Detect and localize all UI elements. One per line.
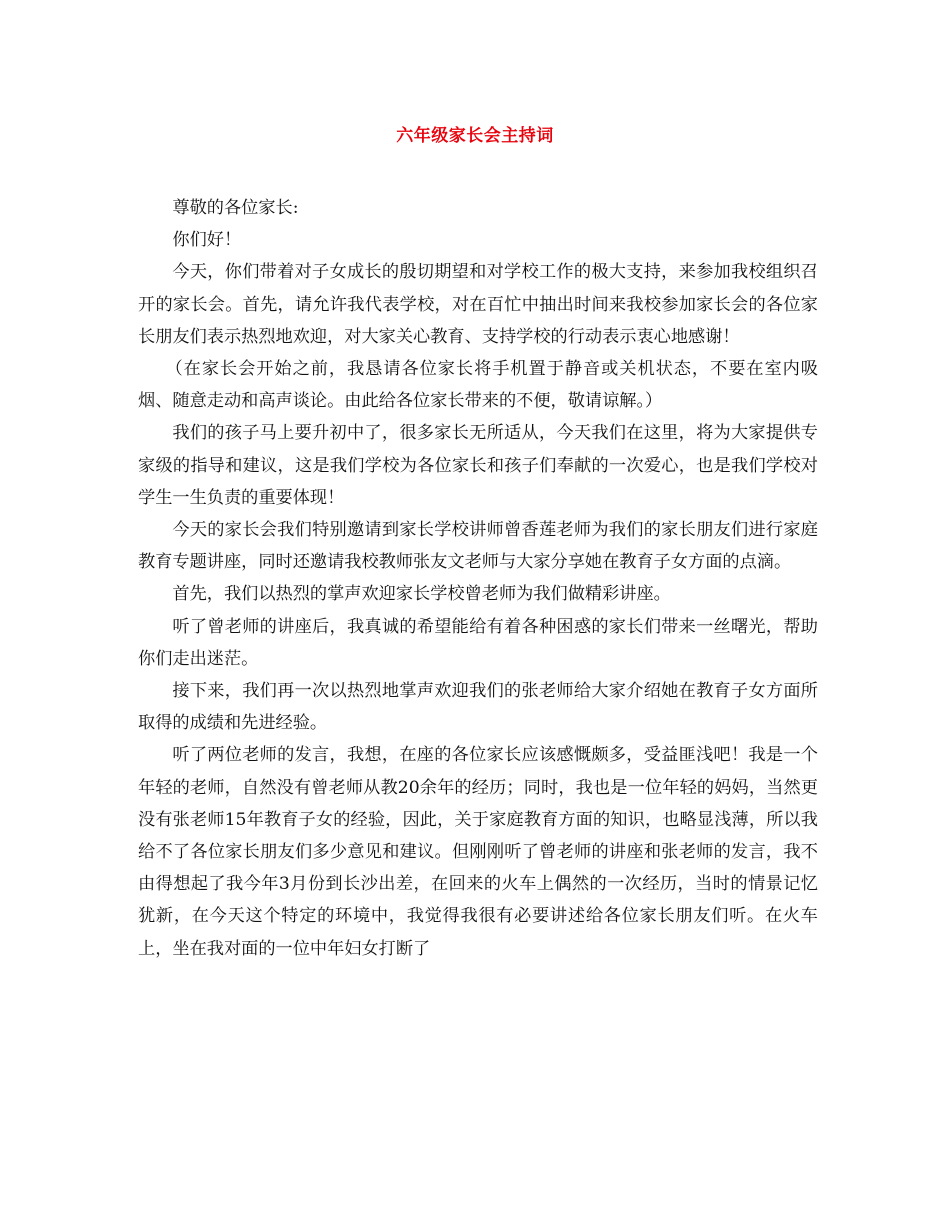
after-lecture-paragraph: 听了曾老师的讲座后，我真诚的希望能给有着各种困惑的家长们带来一丝曙光，帮助你们走出迷茫。 (138, 616, 818, 669)
greeting-paragraph: 尊敬的各位家长: (172, 198, 299, 218)
second-speaker-paragraph: 接下来，我们再一次以热烈地掌声欢迎我们的张老师给大家介绍她在教育子女方面所取得的成绩和先进经验。 (138, 681, 818, 734)
reflection-paragraph: 听了两位老师的发言，我想，在座的各位家长应该感慨颇多，受益匪浅吧！我是一个年轻的老师，自然没有曾老师从教20余年的经历；同时，我也是一位年轻的妈妈，当然更没有张老师15年教育子女的经验，因此，关于家庭教育方面的知识，也略显浅薄，所以我给不了各位家长朋友们多少意见和建议。但刚刚听了曾老师的讲座和张老师的发言，我不由得想起了我今年3月份到长沙出差，在回来的火车上偶然的一次经历，当时的情景记忆犹新，在今天这个特定的环境中，我觉得我很有必要讲述给各位家长朋友们听。在火车上，坐在我对面的一位中年妇女打断了 (138, 745, 818, 959)
welcome-paragraph: 今天，你们带着对子女成长的殷切期望和对学校工作的极大支持，来参加我校组织召开的家长会。首先，请允许我代表学校，对在百忙中抽出时间来我校参加家长会的各位家长朋友们表示热烈地欢迎，对大家关心教育、支持学校的行动表示衷心地感谢！ (138, 262, 818, 347)
purpose-paragraph: 我们的孩子马上要升初中了，很多家长无所适从，今天我们在这里，将为大家提供专家级的指导和建议，这是我们学校为各位家长和孩子们奉献的一次爱心，也是我们学校对学生一生负责的重要体现！ (138, 423, 818, 508)
first-speaker-paragraph: 首先，我们以热烈的掌声欢迎家长学校曾老师为我们做精彩讲座。 (172, 584, 671, 605)
document-body (138, 192, 818, 965)
document-title: 六年级家长会主持词 (396, 126, 554, 146)
salutation-paragraph: 你们好！ (172, 230, 242, 251)
notice-paragraph: （在家长会开始之前，我恳请各位家长将手机置于静音或关机状态，不要在室内吸烟、随意走动和高声谈论。由此给各位家长带来的不便，敬请谅解。） (138, 359, 818, 412)
guests-paragraph: 今天的家长会我们特别邀请到家长学校讲师曾香莲老师为我们的家长朋友们进行家庭教育专题讲座，同时还邀请我校教师张友文老师与大家分享她在教育子女方面的点滴。 (138, 520, 818, 573)
